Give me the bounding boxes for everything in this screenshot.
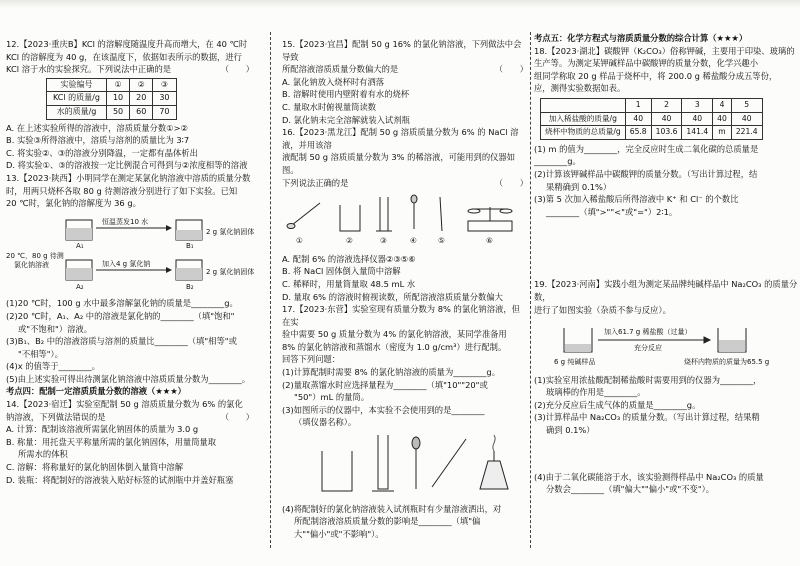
q17-stem-4: 回答下列问题： [282, 354, 341, 365]
q19-sub-4: (4)由于二氧化碳能溶于水，该实验测得样品中 Na₂CO₃ 的质量 [534, 471, 764, 482]
q15-option-d: D. 氯化钠未完全溶解就装入试剂瓶 [282, 114, 410, 125]
q12-option-d: D. 将实验①、③的溶液按一定比例混合可得到与②浓度相等的溶液 [6, 160, 248, 171]
q19-stem-2: 进行了如图实验（杂质不参与反应）。 [534, 304, 671, 315]
q17-sub-3b: （填仪器名称）。 [294, 417, 357, 428]
q17-sub-3: (3)如图所示的仪器中，本实验不会使用到的是________ [282, 404, 485, 415]
q18-sub-2b: 果精确到 0.1%） [546, 181, 612, 192]
fig-label-condition: 20 ℃，80 g 待测 [6, 251, 64, 260]
label-a1: A₁ [76, 241, 84, 250]
q19-sub-1b: 玻璃棒的作用是________。 [546, 387, 646, 398]
q18-stem-1: 18.【2023·湖北】碳酸钾（K₂CO₃）俗称钾碱，主要用于印染、玻璃的 [534, 45, 795, 56]
q19-sub-3: (3)计算样品中 Na₂CO₃ 的质量分数。（写出计算过程，结果精 [534, 412, 760, 423]
q13-sub-3b: "不相等"）。 [18, 348, 63, 359]
label-a2: A₂ [76, 282, 84, 291]
q18-table-cell: 40 [682, 112, 713, 126]
q18-table-cell: 40 [625, 112, 651, 126]
glass-rod-icon [440, 197, 442, 231]
beaker-b2-liquid [176, 268, 202, 280]
q16-stem-2: 液配制 50 g 溶质质量分数为 3% 的稀溶液，可能用到的仪器如图。 [282, 152, 516, 175]
q18-table-cell: 141.4 [682, 126, 713, 140]
label-b1: B₁ [186, 241, 194, 250]
q17-instruments-figure [282, 431, 528, 497]
column-divider-1 [270, 32, 271, 548]
q18-table-header [541, 98, 626, 112]
q15-option-b: B. 溶解时使用内壁附着有水的烧杯 [282, 89, 410, 100]
q13-sub-3: (3)B₁、B₂ 中的溶液溶质与溶剂的质量比________（填"相等"或 [6, 336, 237, 347]
q12-table-header: 实验编号 [47, 78, 107, 92]
instrument-number: ③ [380, 236, 387, 246]
q12-table-cell: 50 [106, 105, 129, 119]
q19-sub-2: (2)充分反应后生成气体的质量是________g。 [534, 399, 701, 410]
q12-option-a: A. 在上述实验所得的溶液中，溶质质量分数①>② [6, 122, 188, 133]
q18-table [540, 98, 763, 140]
q15-stem-1: 15.【2023·宜昌】配制 50 g 16% 的氯化钠溶液，下列做法中会导致 [282, 39, 522, 62]
q16-stem-3: 下列说法正确的是 （ ） [282, 177, 528, 188]
q18-table-cell: 加入稀盐酸的质量/g [541, 112, 626, 126]
q18-stem-3: 组同学称取 20 g 样品于烧杯中，将 200.0 g 稀盐酸分成五等份， [534, 70, 778, 81]
scan-edge [0, 0, 800, 8]
balance-pan-left [468, 209, 480, 213]
q18-table-header: 2 [651, 98, 682, 112]
q17-sub-4b: 所配制溶液溶质质量分数的影响是________（填"偏 [294, 516, 481, 527]
q18-stem-2: 生产等。为测定某钾碱样品中碳酸钾的质量分数，化学兴趣小 [534, 58, 759, 69]
q12-table-header: ③ [153, 78, 176, 92]
q18-table-header: 5 [731, 98, 762, 112]
alcohol-lamp-icon [480, 461, 508, 489]
q16-option-c: C. 稀释时，用量筒量取 48.5 mL 水 [282, 278, 416, 289]
q14-option-a: A. 计算：配制该溶液所需氯化钠固体的质量为 3.0 g [6, 424, 199, 435]
q13-stem-3: 20 ℃时，氯化钠的溶解度为 36 g。 [6, 198, 141, 209]
q12-table-header: ② [130, 78, 153, 92]
cylinder-icon [380, 197, 388, 231]
glass-rod-icon [432, 439, 466, 487]
q13-sub-2: (2)20 ℃时，A₁、A₂ 中的溶液是氯化钠的________（填"饱和" [6, 310, 235, 321]
q14-option-c: C. 溶解：将称量好的氯化钠固体倒入量筒中溶解 [6, 462, 184, 473]
q12-option-c: C. 将实验②、③的溶液分别降温，一定都有晶体析出 [6, 147, 198, 158]
q13-sub-2b: 或"不饱和"）溶液。 [18, 323, 93, 334]
column-divider-2 [530, 32, 531, 548]
q18-sub-1: (1) m 的值为________，完全反应时生成二氧化碳的总质量是________g。 [534, 143, 759, 167]
instrument-number: ⑥ [486, 236, 493, 246]
q17-sub-2: (2)量取蒸馏水时应选择量程为________（填"10""20"或 [282, 379, 488, 390]
topic-heading-4: 考点四：配制一定溶质质量分数的溶液（★★★） [6, 386, 186, 397]
q18-table-cell: m [713, 126, 732, 140]
fig-label-react: 充分反应 [634, 344, 662, 353]
q13-sub-1: (1)20 ℃时，100 g 水中最多溶解氯化钠的质量是________g。 [6, 298, 238, 309]
q12-stem-2: KCl 的溶解度为 40 g，在该温度下，依据如表所示的数据，进行 [6, 51, 242, 62]
q17-stem-2: 验中需要 50 g 质量分数为 4% 的氯化钠溶液，某同学准备用 [282, 329, 507, 340]
beaker-b1-liquid [176, 230, 202, 240]
q18-table-header: 4 [713, 98, 732, 112]
q17-stem-1: 17.【2023·东营】实验室现有质量分数为 8% 的氯化钠溶液，但在实 [282, 304, 520, 327]
q17-sub-1: (1)计算配制时需要 8% 的氯化钠溶液的质量为________g。 [282, 367, 500, 378]
q19-figure [534, 318, 798, 368]
q14-option-d: D. 装瓶：将配制好的溶液装入贴好标签的试剂瓶中并盖好瓶塞 [6, 474, 234, 485]
q12-stem-1: 12.【2023·重庆B】KCl 的溶解度随温度升高而增大，在 40 ℃时 [6, 39, 248, 49]
q18-table-cell: 65.8 [625, 126, 651, 140]
q17-sub-4c: 大""偏小"或"不影响"）。 [294, 528, 384, 539]
answer-space [534, 218, 798, 278]
q16-option-b: B. 将 NaCl 固体倒入量筒中溶解 [282, 266, 401, 277]
q13-sub-5: (5)由上述实验可得出待测氯化钠溶液中溶质质量分数为________。 [6, 373, 251, 384]
q17-sub-4: (4)将配制好的氯化钠溶液装入试剂瓶时有少量溶液洒出，对 [282, 503, 502, 514]
column-left [6, 38, 254, 552]
beaker-a1-liquid [66, 228, 92, 240]
q16-option-d: D. 量取 6% 的溶液时俯视读数，所配溶液溶质质量分数偏大 [282, 291, 503, 302]
column-middle [282, 38, 528, 552]
q15-stem-2: 所配溶液溶质质量分数偏大的是 （ ） [282, 64, 528, 75]
arrow-head [166, 267, 172, 273]
q15-option-a: A. 氯化钠放入烧杯时有洒落 [282, 76, 385, 87]
q18-table-cell: 40 [713, 112, 732, 126]
q14-option-b: B. 称量：用托盘天平称量所需的氯化钠固体，用量筒量取 [6, 436, 217, 447]
q18-sub-3b: ________（填">""<"或"="）2∶1。 [546, 206, 678, 217]
q19-sub-3b: 确到 0.1%） [546, 425, 595, 436]
q14-stem-2: 钠溶液，下列做法错误的是 （ ） [6, 411, 254, 422]
instrument-number: ④ [410, 236, 417, 246]
q18-table-cell: 103.6 [651, 126, 682, 140]
cylinder-icon [378, 435, 388, 489]
q17-stem-3: 8% 的氯化钠溶液和蒸馏水（密度为 1.0 g/cm³）进行配制。 [282, 341, 507, 352]
fig-label-result: 烧杯内物质的质量为65.5 g [684, 358, 770, 367]
q18-table-header: 3 [682, 98, 713, 112]
instrument-number: ① [296, 236, 303, 246]
q12-table [46, 78, 177, 120]
q17-sub-2b: "50"）mL 的量筒。 [294, 392, 370, 403]
q12-table-header: ① [106, 78, 129, 92]
q16-stem-1: 16.【2023·黑龙江】配制 50 g 溶质质量分数为 6% 的 NaCl 溶液，并用该溶 [282, 127, 519, 150]
fig-label-add-acid: 加入61.7 g 稀盐酸（过量） [604, 328, 692, 337]
balance-pan-right [500, 209, 512, 213]
fig-label-solution: 氯化钠溶液 [14, 260, 49, 269]
q14-stem-1: 14.【2023·宿迁】实验室配制 50 g 溶质质量分数为 6% 的氯化 [6, 399, 243, 410]
q18-table-header: 1 [625, 98, 651, 112]
instrument-number: ② [346, 236, 353, 246]
q13-stem-1: 13.【2023·陕西】小明同学在测定某氯化钠溶液中溶质的质量分数 [6, 172, 251, 183]
spatula-head [287, 224, 295, 229]
q16-instruments-figure [282, 191, 528, 247]
q13-stem-2: 时，用两只烧杯各取 80 g 待测溶液分别进行了如下实验。已知 [6, 185, 238, 196]
q16-option-a: A. 配制 6% 的溶液选择仪器②③⑤⑥ [282, 253, 416, 264]
q18-sub-2: (2)计算该钾碱样品中碳酸钾的质量分数。（写出计算过程，结 [534, 168, 758, 179]
fig-label-sample: 6 g 纯碱样品 [554, 358, 596, 367]
beaker-icon [322, 451, 352, 491]
q12-stem-3: KCl 溶于水的实验探究。下列说法中正确的是 （ ） [6, 64, 254, 75]
q12-table-cell: 70 [153, 105, 176, 119]
q12-table-cell: 60 [130, 105, 153, 119]
beaker-a2-liquid [66, 268, 92, 280]
q12-table-cell: 水的质量/g [47, 105, 107, 119]
q15-option-c: C. 量取水时俯视量筒读数 [282, 101, 377, 112]
fig-label-add-nacl: 加入4 g 氯化钠 [102, 259, 151, 268]
q18-table-cell: 221.4 [731, 126, 762, 140]
instrument-number: ⑤ [438, 236, 445, 246]
label-b2: B₂ [186, 282, 194, 291]
q12-table-cell: 10 [106, 92, 129, 106]
q19-stem-1: 19.【2023·河南】实践小组为测定某品牌纯碱样品中 Na₂CO₃ 的质量分数， [534, 279, 798, 302]
spatula-icon [292, 203, 320, 225]
q13-figure [6, 212, 254, 292]
q14-option-b-cont: 所需水的体积 [18, 449, 68, 460]
answer-space [534, 437, 798, 471]
q12-table-cell: 20 [130, 92, 153, 106]
q12-table-cell: KCl 的质量/g [47, 92, 107, 106]
topic-heading-5: 考点五：化学方程式与溶质质量分数的综合计算（★★★） [534, 33, 748, 43]
q19-sub-1: (1)实验室用浓盐酸配制稀盐酸时需要用到的仪器为________， [534, 374, 762, 385]
q12-option-b: B. 实验③所得溶液中，溶质与溶剂的质量比为 3∶7 [6, 135, 190, 146]
q18-table-cell: 烧杯中物质的总质量/g [541, 126, 626, 140]
fig-label-solid-1: 2 g 氯化钠固体 [206, 227, 254, 236]
fig-label-solid-2: 2 g 氯化钠固体 [206, 267, 254, 276]
arrow-head [166, 225, 172, 231]
column-right [534, 32, 798, 552]
q18-table-cell: 40 [731, 112, 762, 126]
q18-table-cell: 40 [651, 112, 682, 126]
q19-sub-4b: 分数会________（填"偏大""偏小"或"不变"）。 [546, 484, 715, 495]
beaker-icon [340, 205, 360, 231]
balance-icon [468, 221, 512, 231]
fig-label-evaporate: 恒温蒸发10 水 [102, 217, 149, 226]
q13-sub-4: (4)x 的值等于________。 [6, 361, 100, 372]
q12-table-cell: 30 [153, 92, 176, 106]
q18-stem-5: 应，测得实验数据如表。 [534, 83, 626, 94]
dropper-bulb [411, 195, 417, 203]
q18-sub-3: (3)第 5 次加入稀盐酸后所得溶液中 K⁺ 和 Cl⁻ 的个数比 [534, 194, 739, 205]
